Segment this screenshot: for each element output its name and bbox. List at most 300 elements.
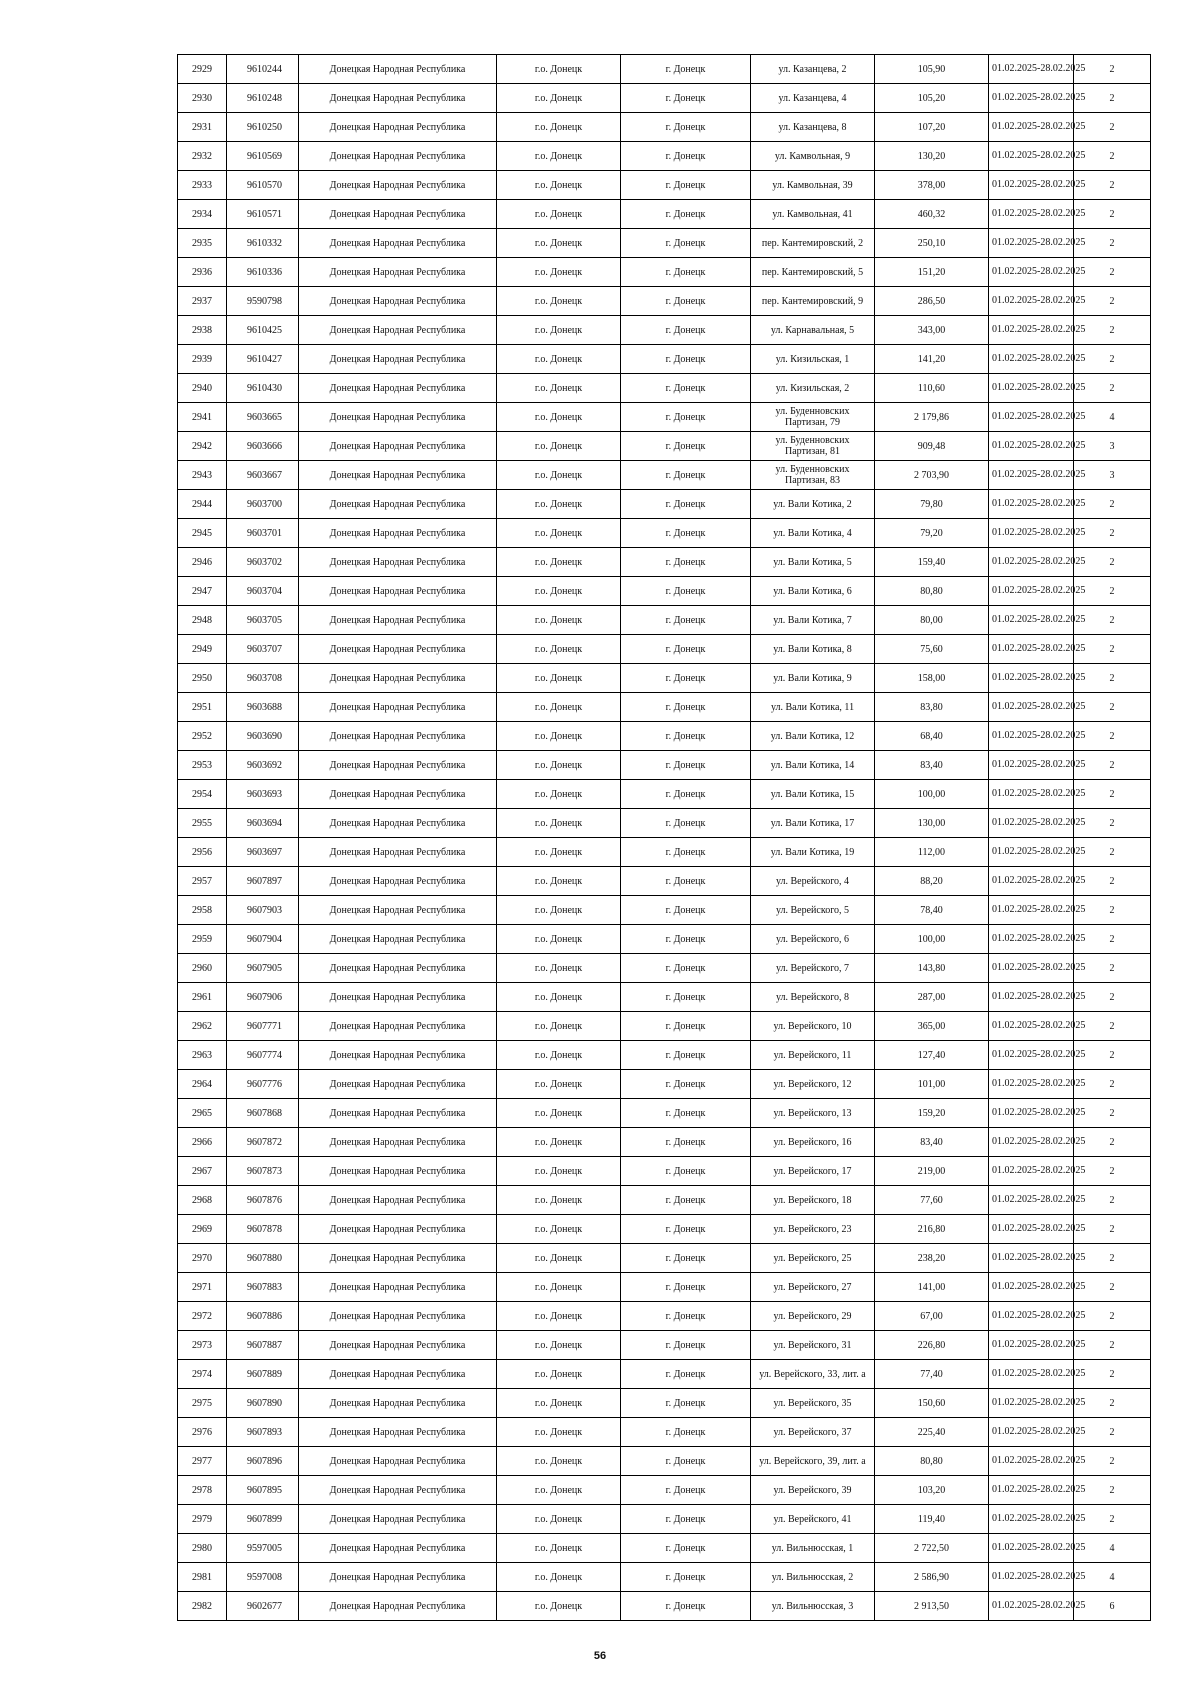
street-address: ул. Вильнюсская, 2 xyxy=(751,1563,875,1592)
period-range: 01.02.2025-28.02.2025 xyxy=(989,577,1074,606)
table-row xyxy=(178,84,1151,113)
row-number: 2940 xyxy=(178,374,227,403)
table-body xyxy=(178,55,1151,1621)
table-row xyxy=(178,751,1151,780)
count-value: 2 xyxy=(1074,1389,1151,1418)
object-code: 9607906 xyxy=(227,983,299,1012)
street-address: пер. Кантемировский, 2 xyxy=(751,229,875,258)
table-row xyxy=(178,1157,1151,1186)
municipal-district: г.о. Донецк xyxy=(497,1389,621,1418)
count-value: 2 xyxy=(1074,55,1151,84)
object-code: 9602677 xyxy=(227,1592,299,1621)
object-code: 9603704 xyxy=(227,577,299,606)
street-address: ул. Кизильская, 1 xyxy=(751,345,875,374)
table-row xyxy=(178,1099,1151,1128)
object-code: 9603697 xyxy=(227,838,299,867)
region-name: Донецкая Народная Республика xyxy=(299,1128,497,1157)
object-code: 9603700 xyxy=(227,490,299,519)
count-value: 2 xyxy=(1074,954,1151,983)
region-name: Донецкая Народная Республика xyxy=(299,200,497,229)
city-name: г. Донецк xyxy=(621,925,751,954)
row-number: 2954 xyxy=(178,780,227,809)
period-range: 01.02.2025-28.02.2025 xyxy=(989,954,1074,983)
count-value: 2 xyxy=(1074,548,1151,577)
street-address: ул. Камвольная, 9 xyxy=(751,142,875,171)
area-value: 343,00 xyxy=(875,316,989,345)
street-address: ул. Буденновских Партизан, 83 xyxy=(751,461,875,490)
street-address: ул. Камвольная, 39 xyxy=(751,171,875,200)
count-value: 2 xyxy=(1074,1476,1151,1505)
object-code: 9610569 xyxy=(227,142,299,171)
period-range: 01.02.2025-28.02.2025 xyxy=(989,229,1074,258)
table-row xyxy=(178,403,1151,432)
municipal-district: г.о. Донецк xyxy=(497,1215,621,1244)
row-number: 2982 xyxy=(178,1592,227,1621)
city-name: г. Донецк xyxy=(621,1447,751,1476)
table-row xyxy=(178,1592,1151,1621)
period-range: 01.02.2025-28.02.2025 xyxy=(989,1128,1074,1157)
object-code: 9607876 xyxy=(227,1186,299,1215)
city-name: г. Донецк xyxy=(621,1070,751,1099)
area-value: 130,20 xyxy=(875,142,989,171)
row-number: 2943 xyxy=(178,461,227,490)
count-value: 2 xyxy=(1074,606,1151,635)
object-code: 9603667 xyxy=(227,461,299,490)
municipal-district: г.о. Донецк xyxy=(497,432,621,461)
count-value: 2 xyxy=(1074,1244,1151,1273)
city-name: г. Донецк xyxy=(621,171,751,200)
city-name: г. Донецк xyxy=(621,606,751,635)
object-code: 9610244 xyxy=(227,55,299,84)
city-name: г. Донецк xyxy=(621,1302,751,1331)
count-value: 6 xyxy=(1074,1592,1151,1621)
table-row xyxy=(178,983,1151,1012)
period-range: 01.02.2025-28.02.2025 xyxy=(989,1273,1074,1302)
row-number: 2944 xyxy=(178,490,227,519)
table-row xyxy=(178,432,1151,461)
table-row xyxy=(178,867,1151,896)
row-number: 2974 xyxy=(178,1360,227,1389)
period-range: 01.02.2025-28.02.2025 xyxy=(989,1563,1074,1592)
table-row xyxy=(178,809,1151,838)
period-range: 01.02.2025-28.02.2025 xyxy=(989,635,1074,664)
object-code: 9610430 xyxy=(227,374,299,403)
table-row xyxy=(178,1186,1151,1215)
municipal-district: г.о. Донецк xyxy=(497,374,621,403)
municipal-district: г.о. Донецк xyxy=(497,693,621,722)
period-range: 01.02.2025-28.02.2025 xyxy=(989,258,1074,287)
region-name: Донецкая Народная Республика xyxy=(299,142,497,171)
row-number: 2956 xyxy=(178,838,227,867)
row-number: 2935 xyxy=(178,229,227,258)
city-name: г. Донецк xyxy=(621,1244,751,1273)
table-row xyxy=(178,316,1151,345)
region-name: Донецкая Народная Республика xyxy=(299,461,497,490)
period-range: 01.02.2025-28.02.2025 xyxy=(989,1476,1074,1505)
street-address: ул. Верейского, 39, лит. а xyxy=(751,1447,875,1476)
area-value: 378,00 xyxy=(875,171,989,200)
street-address: ул. Вали Котика, 2 xyxy=(751,490,875,519)
count-value: 2 xyxy=(1074,1186,1151,1215)
area-value: 77,60 xyxy=(875,1186,989,1215)
area-value: 225,40 xyxy=(875,1418,989,1447)
city-name: г. Донецк xyxy=(621,1418,751,1447)
region-name: Донецкая Народная Республика xyxy=(299,1331,497,1360)
street-address: ул. Верейского, 11 xyxy=(751,1041,875,1070)
city-name: г. Донецк xyxy=(621,838,751,867)
table-row xyxy=(178,1505,1151,1534)
region-name: Донецкая Народная Республика xyxy=(299,258,497,287)
city-name: г. Донецк xyxy=(621,1563,751,1592)
street-address: ул. Верейского, 10 xyxy=(751,1012,875,1041)
municipal-district: г.о. Донецк xyxy=(497,171,621,200)
region-name: Донецкая Народная Республика xyxy=(299,229,497,258)
row-number: 2963 xyxy=(178,1041,227,1070)
count-value: 3 xyxy=(1074,432,1151,461)
table-row xyxy=(178,664,1151,693)
row-number: 2933 xyxy=(178,171,227,200)
area-value: 105,20 xyxy=(875,84,989,113)
city-name: г. Донецк xyxy=(621,1476,751,1505)
row-number: 2979 xyxy=(178,1505,227,1534)
object-code: 9607890 xyxy=(227,1389,299,1418)
row-number: 2941 xyxy=(178,403,227,432)
row-number: 2961 xyxy=(178,983,227,1012)
table-row xyxy=(178,577,1151,606)
municipal-district: г.о. Донецк xyxy=(497,780,621,809)
period-range: 01.02.2025-28.02.2025 xyxy=(989,1302,1074,1331)
table-row xyxy=(178,635,1151,664)
street-address: ул. Казанцева, 4 xyxy=(751,84,875,113)
area-value: 143,80 xyxy=(875,954,989,983)
municipal-district: г.о. Донецк xyxy=(497,577,621,606)
count-value: 2 xyxy=(1074,1070,1151,1099)
street-address: ул. Казанцева, 2 xyxy=(751,55,875,84)
municipal-district: г.о. Донецк xyxy=(497,1331,621,1360)
municipal-district: г.о. Донецк xyxy=(497,722,621,751)
object-code: 9607883 xyxy=(227,1273,299,1302)
street-address: ул. Вали Котика, 6 xyxy=(751,577,875,606)
city-name: г. Донецк xyxy=(621,1534,751,1563)
city-name: г. Донецк xyxy=(621,693,751,722)
municipal-district: г.о. Донецк xyxy=(497,1157,621,1186)
city-name: г. Донецк xyxy=(621,142,751,171)
row-number: 2932 xyxy=(178,142,227,171)
row-number: 2977 xyxy=(178,1447,227,1476)
region-name: Донецкая Народная Республика xyxy=(299,1476,497,1505)
area-value: 909,48 xyxy=(875,432,989,461)
row-number: 2976 xyxy=(178,1418,227,1447)
region-name: Донецкая Народная Республика xyxy=(299,1418,497,1447)
row-number: 2930 xyxy=(178,84,227,113)
object-code: 9603705 xyxy=(227,606,299,635)
row-number: 2975 xyxy=(178,1389,227,1418)
region-name: Донецкая Народная Республика xyxy=(299,780,497,809)
period-range: 01.02.2025-28.02.2025 xyxy=(989,809,1074,838)
street-address: ул. Казанцева, 8 xyxy=(751,113,875,142)
city-name: г. Донецк xyxy=(621,287,751,316)
table-row xyxy=(178,925,1151,954)
area-value: 2 586,90 xyxy=(875,1563,989,1592)
region-name: Донецкая Народная Республика xyxy=(299,1389,497,1418)
area-value: 77,40 xyxy=(875,1360,989,1389)
city-name: г. Донецк xyxy=(621,1592,751,1621)
region-name: Донецкая Народная Республика xyxy=(299,577,497,606)
row-number: 2945 xyxy=(178,519,227,548)
municipal-district: г.о. Донецк xyxy=(497,1099,621,1128)
region-name: Донецкая Народная Республика xyxy=(299,374,497,403)
count-value: 4 xyxy=(1074,1563,1151,1592)
area-value: 78,40 xyxy=(875,896,989,925)
region-name: Донецкая Народная Республика xyxy=(299,287,497,316)
object-code: 9607899 xyxy=(227,1505,299,1534)
city-name: г. Донецк xyxy=(621,1157,751,1186)
area-value: 80,80 xyxy=(875,577,989,606)
count-value: 2 xyxy=(1074,809,1151,838)
municipal-district: г.о. Донецк xyxy=(497,1563,621,1592)
count-value: 2 xyxy=(1074,345,1151,374)
municipal-district: г.о. Донецк xyxy=(497,55,621,84)
municipal-district: г.о. Донецк xyxy=(497,1186,621,1215)
region-name: Донецкая Народная Республика xyxy=(299,84,497,113)
municipal-district: г.о. Донецк xyxy=(497,200,621,229)
count-value: 2 xyxy=(1074,751,1151,780)
table-row xyxy=(178,606,1151,635)
street-address: ул. Верейского, 8 xyxy=(751,983,875,1012)
region-name: Донецкая Народная Республика xyxy=(299,316,497,345)
table-row xyxy=(178,1360,1151,1389)
area-value: 2 913,50 xyxy=(875,1592,989,1621)
count-value: 2 xyxy=(1074,200,1151,229)
count-value: 2 xyxy=(1074,316,1151,345)
street-address: ул. Верейского, 6 xyxy=(751,925,875,954)
street-address: ул. Вали Котика, 14 xyxy=(751,751,875,780)
region-name: Донецкая Народная Республика xyxy=(299,519,497,548)
street-address: ул. Верейского, 35 xyxy=(751,1389,875,1418)
object-code: 9597005 xyxy=(227,1534,299,1563)
row-number: 2959 xyxy=(178,925,227,954)
area-value: 112,00 xyxy=(875,838,989,867)
object-code: 9607887 xyxy=(227,1331,299,1360)
region-name: Донецкая Народная Республика xyxy=(299,838,497,867)
area-value: 141,00 xyxy=(875,1273,989,1302)
area-value: 151,20 xyxy=(875,258,989,287)
municipal-district: г.о. Донецк xyxy=(497,809,621,838)
count-value: 2 xyxy=(1074,635,1151,664)
period-range: 01.02.2025-28.02.2025 xyxy=(989,925,1074,954)
municipal-district: г.о. Донецк xyxy=(497,490,621,519)
city-name: г. Донецк xyxy=(621,548,751,577)
street-address: ул. Верейского, 37 xyxy=(751,1418,875,1447)
region-name: Донецкая Народная Республика xyxy=(299,548,497,577)
area-value: 216,80 xyxy=(875,1215,989,1244)
region-name: Донецкая Народная Республика xyxy=(299,867,497,896)
city-name: г. Донецк xyxy=(621,577,751,606)
area-value: 150,60 xyxy=(875,1389,989,1418)
region-name: Донецкая Народная Республика xyxy=(299,925,497,954)
table-row xyxy=(178,1215,1151,1244)
count-value: 2 xyxy=(1074,1418,1151,1447)
row-number: 2929 xyxy=(178,55,227,84)
street-address: ул. Вали Котика, 7 xyxy=(751,606,875,635)
street-address: ул. Верейского, 27 xyxy=(751,1273,875,1302)
city-name: г. Донецк xyxy=(621,113,751,142)
area-value: 219,00 xyxy=(875,1157,989,1186)
city-name: г. Донецк xyxy=(621,84,751,113)
city-name: г. Донецк xyxy=(621,1505,751,1534)
city-name: г. Донецк xyxy=(621,403,751,432)
region-name: Донецкая Народная Республика xyxy=(299,1273,497,1302)
period-range: 01.02.2025-28.02.2025 xyxy=(989,1099,1074,1128)
area-value: 67,00 xyxy=(875,1302,989,1331)
object-code: 9603688 xyxy=(227,693,299,722)
municipal-district: г.о. Донецк xyxy=(497,403,621,432)
row-number: 2962 xyxy=(178,1012,227,1041)
region-name: Донецкая Народная Республика xyxy=(299,1592,497,1621)
period-range: 01.02.2025-28.02.2025 xyxy=(989,1041,1074,1070)
municipal-district: г.о. Донецк xyxy=(497,461,621,490)
row-number: 2971 xyxy=(178,1273,227,1302)
table-row xyxy=(178,200,1151,229)
area-value: 107,20 xyxy=(875,113,989,142)
street-address: ул. Верейского, 5 xyxy=(751,896,875,925)
period-range: 01.02.2025-28.02.2025 xyxy=(989,1331,1074,1360)
municipal-district: г.о. Донецк xyxy=(497,606,621,635)
object-code: 9607905 xyxy=(227,954,299,983)
table-row xyxy=(178,1447,1151,1476)
count-value: 2 xyxy=(1074,1099,1151,1128)
period-range: 01.02.2025-28.02.2025 xyxy=(989,316,1074,345)
row-number: 2934 xyxy=(178,200,227,229)
city-name: г. Донецк xyxy=(621,200,751,229)
region-name: Донецкая Народная Республика xyxy=(299,896,497,925)
period-range: 01.02.2025-28.02.2025 xyxy=(989,84,1074,113)
municipal-district: г.о. Донецк xyxy=(497,229,621,258)
area-value: 287,00 xyxy=(875,983,989,1012)
row-number: 2978 xyxy=(178,1476,227,1505)
period-range: 01.02.2025-28.02.2025 xyxy=(989,1070,1074,1099)
city-name: г. Донецк xyxy=(621,1012,751,1041)
street-address: ул. Верейского, 41 xyxy=(751,1505,875,1534)
period-range: 01.02.2025-28.02.2025 xyxy=(989,693,1074,722)
row-number: 2969 xyxy=(178,1215,227,1244)
row-number: 2960 xyxy=(178,954,227,983)
region-name: Донецкая Народная Республика xyxy=(299,1244,497,1273)
region-name: Донецкая Народная Республика xyxy=(299,171,497,200)
street-address: ул. Верейского, 31 xyxy=(751,1331,875,1360)
table-row xyxy=(178,113,1151,142)
count-value: 2 xyxy=(1074,258,1151,287)
city-name: г. Донецк xyxy=(621,896,751,925)
region-name: Донецкая Народная Республика xyxy=(299,490,497,519)
region-name: Донецкая Народная Республика xyxy=(299,1302,497,1331)
region-name: Донецкая Народная Республика xyxy=(299,664,497,693)
count-value: 2 xyxy=(1074,1215,1151,1244)
object-code: 9607771 xyxy=(227,1012,299,1041)
period-range: 01.02.2025-28.02.2025 xyxy=(989,896,1074,925)
table-row xyxy=(178,1389,1151,1418)
period-range: 01.02.2025-28.02.2025 xyxy=(989,664,1074,693)
count-value: 2 xyxy=(1074,1331,1151,1360)
period-range: 01.02.2025-28.02.2025 xyxy=(989,1592,1074,1621)
period-range: 01.02.2025-28.02.2025 xyxy=(989,1447,1074,1476)
count-value: 3 xyxy=(1074,461,1151,490)
municipal-district: г.о. Донецк xyxy=(497,84,621,113)
period-range: 01.02.2025-28.02.2025 xyxy=(989,983,1074,1012)
period-range: 01.02.2025-28.02.2025 xyxy=(989,722,1074,751)
municipal-district: г.о. Донецк xyxy=(497,867,621,896)
street-address: ул. Верейского, 18 xyxy=(751,1186,875,1215)
table-row xyxy=(178,780,1151,809)
city-name: г. Донецк xyxy=(621,1215,751,1244)
row-number: 2957 xyxy=(178,867,227,896)
city-name: г. Донецк xyxy=(621,345,751,374)
municipal-district: г.о. Донецк xyxy=(497,983,621,1012)
street-address: ул. Верейского, 7 xyxy=(751,954,875,983)
region-name: Донецкая Народная Республика xyxy=(299,403,497,432)
table-row xyxy=(178,1476,1151,1505)
area-value: 226,80 xyxy=(875,1331,989,1360)
object-code: 9607903 xyxy=(227,896,299,925)
city-name: г. Донецк xyxy=(621,1186,751,1215)
period-range: 01.02.2025-28.02.2025 xyxy=(989,1418,1074,1447)
table-row xyxy=(178,1534,1151,1563)
street-address: ул. Вали Котика, 5 xyxy=(751,548,875,577)
table-row xyxy=(178,1302,1151,1331)
table-row xyxy=(178,229,1151,258)
row-number: 2948 xyxy=(178,606,227,635)
table-row xyxy=(178,1563,1151,1592)
area-value: 83,40 xyxy=(875,1128,989,1157)
row-number: 2950 xyxy=(178,664,227,693)
count-value: 4 xyxy=(1074,1534,1151,1563)
table-row xyxy=(178,1041,1151,1070)
row-number: 2968 xyxy=(178,1186,227,1215)
area-value: 2 179,86 xyxy=(875,403,989,432)
municipal-district: г.о. Донецк xyxy=(497,345,621,374)
region-name: Донецкая Народная Республика xyxy=(299,1041,497,1070)
street-address: ул. Верейского, 39 xyxy=(751,1476,875,1505)
area-value: 159,20 xyxy=(875,1099,989,1128)
table-row xyxy=(178,142,1151,171)
table-row xyxy=(178,55,1151,84)
street-address: ул. Верейского, 29 xyxy=(751,1302,875,1331)
municipal-district: г.о. Донецк xyxy=(497,751,621,780)
street-address: ул. Верейского, 23 xyxy=(751,1215,875,1244)
row-number: 2970 xyxy=(178,1244,227,1273)
city-name: г. Донецк xyxy=(621,1128,751,1157)
city-name: г. Донецк xyxy=(621,1389,751,1418)
object-code: 9610425 xyxy=(227,316,299,345)
table-row xyxy=(178,374,1151,403)
row-number: 2953 xyxy=(178,751,227,780)
object-code: 9607873 xyxy=(227,1157,299,1186)
area-value: 238,20 xyxy=(875,1244,989,1273)
registry-table-container xyxy=(177,54,1150,1621)
municipal-district: г.о. Донецк xyxy=(497,1302,621,1331)
municipal-district: г.о. Донецк xyxy=(497,1041,621,1070)
object-code: 9610336 xyxy=(227,258,299,287)
row-number: 2946 xyxy=(178,548,227,577)
region-name: Донецкая Народная Республика xyxy=(299,345,497,374)
city-name: г. Донецк xyxy=(621,461,751,490)
city-name: г. Донецк xyxy=(621,1273,751,1302)
city-name: г. Донецк xyxy=(621,1331,751,1360)
period-range: 01.02.2025-28.02.2025 xyxy=(989,1360,1074,1389)
municipal-district: г.о. Донецк xyxy=(497,896,621,925)
period-range: 01.02.2025-28.02.2025 xyxy=(989,606,1074,635)
region-name: Донецкая Народная Республика xyxy=(299,1534,497,1563)
